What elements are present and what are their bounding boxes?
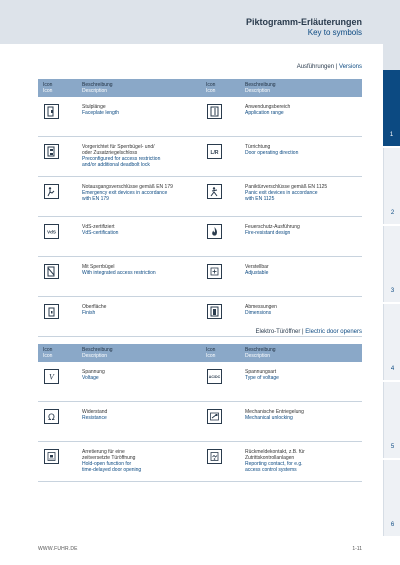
header-label-en: Description [245,353,271,359]
ohm-glyph: Ω [48,413,55,423]
page-subtitle: Key to symbols [307,28,362,37]
hold-open-icon [44,449,59,464]
footer-page-number: 1-11 [352,546,362,552]
desc-en: Hold-open function for time-delayed door opening [82,461,142,473]
header-icon-col-right [206,82,215,94]
desc-en: Application range [245,110,284,116]
lock-bolt-icon [44,144,59,159]
desc-de: Vorgerichtet für Sperrbügel- und/ oder Zusatzriegelschloss [82,144,155,156]
chapter-tab-label: 6 [390,522,395,528]
header-label-en: Icon [206,88,216,94]
desc-de: Mechanische Entriegelung [245,409,304,415]
header-label-de: Beschreibung [245,347,276,353]
versions-table [38,79,362,337]
header-desc-col [82,347,113,359]
chapter-tab-4[interactable] [383,304,400,380]
desc-en: Type of voltage [245,375,279,381]
desc-de: Arretierung für eine zeitversetzte Türöffnung [82,449,136,461]
list-item [245,144,363,156]
desc-en: Panic exit devices in accordance with EN 1125 [245,190,318,202]
voltage-glyph: V [49,372,54,382]
list-item [245,224,363,236]
desc-de: Feuerschutz-Ausführung [245,224,300,230]
door-openers-table [38,344,362,482]
desc-de: Türrichtung [245,144,271,150]
desc-en: Adjustable [245,270,269,276]
table-row [38,97,362,137]
panic-exit-icon [207,184,222,199]
table-row [38,257,362,297]
desc-de: VdS-zertifiziert [82,224,115,230]
desc-de: Stulplänge [82,104,106,110]
header-label-en: Description [82,88,108,94]
finish-icon [44,304,59,319]
desc-de: Spannungsart [245,369,277,375]
table-row [38,402,362,442]
header-label-de: Beschreibung [82,82,113,88]
desc-de: Spannung [82,369,105,375]
table-header [38,344,362,362]
table-row [38,362,362,402]
ac-dc-icon [207,369,222,384]
desc-en: Dimensions [245,310,272,316]
desc-en: Preconfigured for access restriction and/or additional deadbolt lock [82,156,161,168]
section-title-de: Ausführungen [296,64,335,70]
footer-website[interactable]: WWW.FUHR.DE [38,546,78,552]
header-label-de: Icon [43,82,53,88]
desc-de: Verstellbar [245,264,269,270]
list-item [82,224,200,236]
desc-de: Abmessungen [245,304,277,310]
section-title-door-openers [255,329,362,335]
header-label-en: Icon [206,353,216,359]
list-item [245,369,363,381]
header-label-de: Icon [206,347,216,353]
desc-en: Voltage [82,375,99,381]
list-item [82,104,200,116]
list-item [82,409,200,421]
header-desc-col [82,82,113,94]
section-title-en: Electric door openers [305,329,362,335]
left-right-icon [207,144,222,159]
desc-de: Mit Sperrbügel [82,264,115,270]
header-label-de: Icon [206,82,216,88]
desc-en: Door operating direction [245,150,299,156]
desc-en: Emergency exit devices in accordance with EN 179 [82,190,168,202]
ohm-icon [44,409,59,424]
header-label-en: Icon [43,353,53,359]
header-label-en: Icon [43,88,53,94]
list-item [245,304,363,316]
ac-dc-glyph: AC/DC [208,375,221,379]
chapter-tab-label: 1 [389,132,394,138]
desc-en: Resistance [82,415,107,421]
section-title-separator: | [300,329,306,335]
desc-de: Paniktürverschlüsse gemäß EN 1125 [245,184,328,190]
chapter-tab-label: 5 [390,444,395,450]
header-icon-col [43,347,52,359]
desc-de: Anwendungsbereich [245,104,291,110]
desc-en: With integrated access restriction [82,270,156,276]
header-label-en: Description [82,353,108,359]
list-item [82,184,200,202]
header-tab-notch [383,44,400,70]
desc-en: Faceplate length [82,110,119,116]
list-item [245,104,363,116]
table-row [38,137,362,177]
desc-de: Rückmeldekontakt, z.B. für Zutrittskontrollanlagen [245,449,305,461]
list-item [82,144,200,168]
voltage-icon [44,369,59,384]
left-right-glyph: L/R [210,150,219,156]
access-restriction-icon [44,264,59,279]
table-row [38,442,362,482]
header-label-de: Beschreibung [82,347,113,353]
section-title-en: Versions [338,64,362,70]
mechanical-unlock-icon [207,409,222,424]
table-row [38,177,362,217]
desc-en: Finish [82,310,96,316]
header-label-de: Icon [43,347,53,353]
list-item [82,449,200,473]
desc-en: Reporting contact, for e.g. access control systems [245,461,303,473]
chapter-tab-6[interactable] [383,460,400,536]
dimensions-icon [207,304,222,319]
section-title-separator: | [334,64,339,70]
header-desc-col-right [245,347,276,359]
feedback-contact-icon [207,449,222,464]
chapter-tab-3[interactable] [383,226,400,302]
table-header [38,79,362,97]
faceplate-icon [44,104,59,119]
header-icon-col [43,82,52,94]
page-title: Piktogramm-Erläuterungen [245,17,362,27]
list-item [245,184,363,202]
list-item [245,409,363,421]
chapter-tab-1[interactable] [383,70,400,146]
desc-de: Oberfläche [82,304,107,310]
header-icon-col-right [206,347,215,359]
fire-icon [207,224,222,239]
door-frame-icon [207,104,222,119]
list-item [82,369,200,381]
list-item [82,264,200,276]
chapter-tab-label: 3 [390,288,395,294]
chapter-tab-2[interactable] [383,148,400,224]
desc-en: VdS-certification [82,230,119,236]
desc-en: Mechanical unlocking [245,415,293,421]
vds-glyph: VdS [47,229,56,235]
chapter-tab-label: 4 [390,366,395,372]
list-item [245,264,363,276]
adjustable-icon [207,264,222,279]
chapter-tab-5[interactable] [383,382,400,458]
section-title-de: Elektro-Türöffner [255,329,301,335]
chapter-tab-label: 2 [390,210,395,216]
list-item [245,449,363,473]
desc-de: Notausgangsverschlüsse gemäß EN 179 [82,184,173,190]
table-row [38,217,362,257]
section-title-versions [297,64,362,70]
desc-en: Fire-resistant design [245,230,291,236]
header-label-de: Beschreibung [245,82,276,88]
desc-de: Widerstand [82,409,108,415]
list-item [82,304,200,316]
emergency-exit-icon [44,184,59,199]
header-label-en: Description [245,88,271,94]
header-desc-col-right [245,82,276,94]
vds-icon [44,224,59,239]
